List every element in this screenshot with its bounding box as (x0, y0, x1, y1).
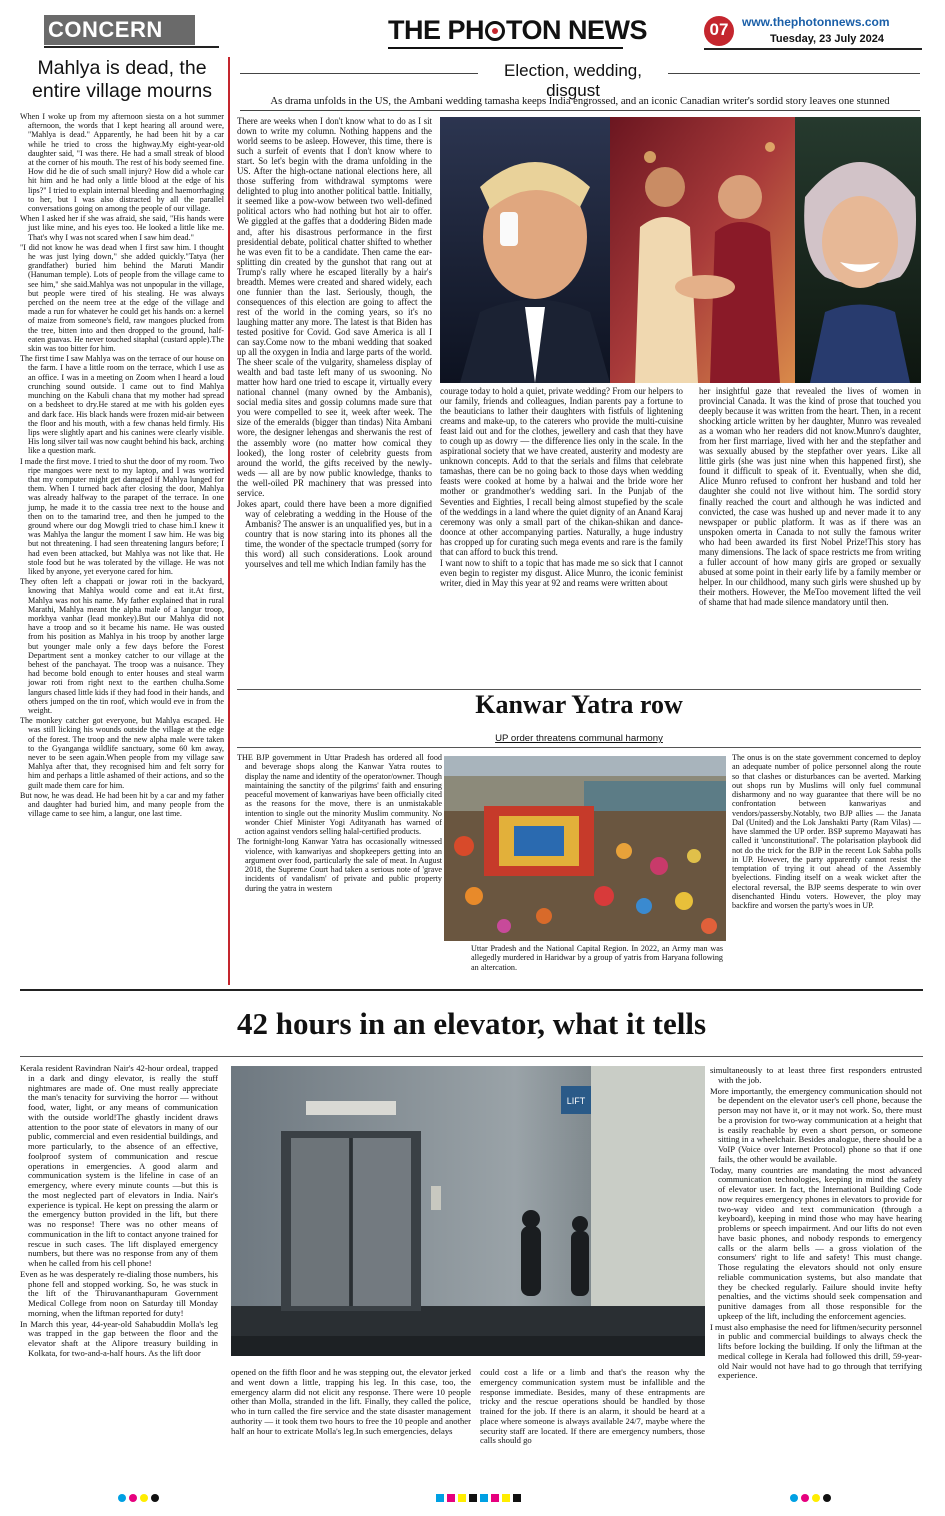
black-dot-icon (823, 1494, 831, 1502)
kanwar-col-3 (732, 753, 921, 985)
mahlya-paragraph: "I did not know he was dead when I first saw him. I thought he was just lying down," she added quickly."Tatya (her grandfather) buried him behind the Maruti Mandir (Hanuman temple). Lots of people from the village came to see him," she said.Mahlya was not unpopular in the village, but people were tired of his stealing. He was always perched on the neem tree at the edge of the village and made a run for whatever he could get his hands on: a kernel of maize from someone's field, raw mangoes plucked from the tree, bitten into and then dropped to the ground, half-eaten guavas. He never touched sitaphal (custard apple).The skin was too bitter for him. (20, 242, 224, 354)
elevator-paragraph: opened on the fifth floor and he was stepping out, the elevator jerked and went down a little, trapping his leg. In this case, too, the emergency alarm did not elicit any response. There were 10 people other than Molla, stranded in the lift. Finally, they called the police, who in turn called the fire service and the state disaster management authority — it took them two hours to free the 10 people and another half an hour to extricate Molla's leg.In such emergencies, delays (231, 1368, 471, 1436)
kanwar-col-1 (237, 753, 442, 985)
mahlya-paragraph: I made the first move. I tried to shut the door of my room. Two ripe mangoes were next to my laptop, and I was worried that my computer might get damaged if Mahlya lunged for them. When I turned back after closing the door, Mahlya was already halfway to the parapet of the terrace. In one jump, he made it to the cassia tree next to the house and then on to the tamarind tree, and then he jumped to the ground where our dog Mowgli tried to chase him.I knew it was Mahlya the langur the moment I saw him. He was big but not threatening. I had seen threatening langurs before; I had even been attacked, but Mahlya was not like that. He stole food but he was tolerated by the village. He was not liked by anyone, yet everyone cared for him. (20, 456, 224, 576)
elevator-photo (231, 1066, 705, 1356)
election-paragraph: Jokes apart, could there have been a more dignified way of celebrating a wedding in the House of the Ambanis? The answer is an unqualified yes, but in a country that is now staring into its phones all the time, the wonder of the spectacle trumped (sorry for this word) all such considerations. Look around yourselves and tell me which Indian family has the (237, 498, 432, 570)
registration-marks-center (436, 1494, 521, 1502)
cyan-square-icon (436, 1494, 444, 1502)
registration-marks-left (118, 1494, 159, 1502)
election-col-1 (237, 116, 432, 686)
mahlya-paragraph: When I asked her if she was afraid, she said, "His hands were just like mine, and his eyes too. He looked a little like me. That's why I was not scared when I saw him dead." (20, 214, 224, 242)
masthead-rule (388, 47, 623, 49)
elevator-paragraph: could cost a life or a limb and that's the reason why the emergency communication system must be infallible and the response immediate. Besides, many of these entrapments are tricky and the rescue operations should be handled by those trained for the job. If there is an alarm, it should be heard at a place where someone is always available 24/7, maybe where the security staff are located. If there are emergency numbers, those calls should go (480, 1368, 705, 1446)
yellow-square-icon (502, 1494, 510, 1502)
issue-date: Tuesday, 23 July 2024 (770, 33, 884, 45)
website-link[interactable]: www.thephotonnews.com (742, 15, 890, 29)
election-title-rule-right (668, 73, 920, 74)
cyan-dot-icon (790, 1494, 798, 1502)
kanwar-paragraph: The onus is on the state government concerned to deploy an adequate number of police personnel along the route so that clashes or disturbances can be averted. Marking out shops run by Muslims will only fuel communal disharmony and no way guarantee that there will be no confrontation between kanwariyas and vendors/passersby.Notably, two BJP allies — the Janata Dal (United) and the Lok Janshakti Party (Ram Vilas) — have slammed the UP order. BSP supremo Mayawati has called it 'unconstitutional'. The polarisation playbook did not do the trick for the BJP in the recent Lok Sabha polls in UP. However, the party apparently cannot resist the temptation of trying it out ahead of the Assembly byelections. Finding itself on a weak wicket after the electoral reversal, the BJP seems desperate to win over disenchanted Hindu voters. However, the ploy may backfire and worsen the party's woes in UP. (732, 753, 921, 910)
yellow-dot-icon (140, 1494, 148, 1502)
election-photo-montage (440, 117, 921, 383)
kanwar-photo (444, 756, 726, 941)
election-paragraph: her insightful gaze that revealed the lives of women in provincial Canada. It was the kind of prose that touched you deeply because it was written from the heart. Then, in a recent shocking article written by her daughter, Munro was revealed as a woman who her readers did not know.Munro's daughter, from her first marriage, lived with her and the stepfather and was sexually abused by the stepfather over years. Like all little girls (she was just nine when this happened first), she found it difficult to speak of it. Eventually, when she did, Alice Munro refused to confront her husband and told her daughter she could not live without him. The sordid story finally reached the court and although he was indicted and convicted, the case was hushed up and never made it to any newspaper or public platform. It was as if there was an unspoken omerta in Canada to not sully the famous writer who had been awarded its first Nobel Prize!This story has many dimensions. The lack of space restricts me from writing a fuller account of how many girls are groped or sexually abused at some point in their early life by a family member or helper. In our childhood, many such girls were shushed up by their mothers. However, the MeToo movement lifted the veil of shame that had made silence mandatory until then. (699, 386, 921, 607)
election-photo-art (440, 117, 921, 383)
elevator-paragraph: In March this year, 44-year-old Sahabuddin Molla's leg was trapped in the gap between the floor and the elevator shaft at the Alipore treasury building in Kolkata, for two-and-a-half hours. As the lift door (20, 1318, 218, 1358)
yellow-dot-icon (812, 1494, 820, 1502)
black-square-icon (469, 1494, 477, 1502)
kanwar-paragraph: Uttar Pradesh and the National Capital Region. In 2022, an Army man was allegedly murdered in Haridwar by a group of yatris from Haryana following an altercation. (471, 944, 723, 972)
elevator-col-1 (20, 1064, 218, 1486)
masthead-logo-icon (485, 21, 505, 41)
section-banner-underline (44, 46, 219, 48)
election-paragraph: courage today to hold a quiet, private wedding? From our helpers to our family, friends and colleagues, Indian parents pay a fortune to the beauticians to lather their daughters with fistfuls of lightening creams and make-up, to the caterers who provide the multi-cuisine feast laid out and for the clothes, jewellery and cash that they have to cough up as dowry — the difference lies only in the scale. In the aspirational society that we have created, austerity and modesty are unknown concepts. Add to that the serials and films that celebrate tamashas, there can be no going back to those days when wedding feasts were cooked at home by a halwai and the bride wore her mother or grandmother's wedding sari. In the Punjab of the Seventies and Eighties, I recall being almost stupefied by the scale of the weddings in a land where the quiet dignity of an Anand Karaj ceremony was only a small part of the chikan-shikan and dance-doonce at other accompanying parties. Naturally, a huge industry has cropped up for curating such mega events and rare is the family that can afford to buck this trend. (440, 386, 683, 557)
elevator-sign-text: LIFT (566, 1096, 586, 1106)
elevator-top-rule (20, 989, 923, 991)
elevator-col-2 (231, 1368, 471, 1478)
election-col-2 (440, 386, 683, 686)
election-paragraph: I want now to shift to a topic that has made me so sick that I cannot even begin to register my disgust. Alice Munro, the iconic feminist writer, died in May this year at 92 and reams were written about (440, 557, 683, 588)
masthead-right: TON NEWS (506, 15, 648, 45)
elevator-paragraph: simultaneously to at least three first responders entrusted with the job. (710, 1066, 922, 1085)
magenta-square-icon (491, 1494, 499, 1502)
column-divider-rule (228, 57, 230, 985)
elevator-col-3 (480, 1368, 705, 1478)
cyan-square-icon (480, 1494, 488, 1502)
election-headline: Election, wedding, disgust (504, 61, 642, 100)
mahlya-paragraph: The monkey catcher got everyone, but Mahlya escaped. He was still licking his wounds outside the village at the edge of the forest. The troop and the new alpha male were taken to the Gyanganga wildlife sanctuary, some 60 km away, never to be seen again.When people from my village saw Mahlya after that, they recognised him and felt sorry for him and perhaps a little ashamed of their actions, and so the guilt made them care for him. (20, 716, 224, 790)
kanwar-subtitle-rule (237, 747, 921, 748)
kanwar-paragraph: The fortnight-long Kanwar Yatra has occasionally witnessed violence, with kanwariyas and shopkeepers getting into an argument over food, particularly the sale of meat. In August 2018, the Supreme Court had taken a serious note of 'grave incidents of vandalism' of private and public property during the yatra in western (237, 837, 442, 893)
election-title-rule-left (240, 73, 478, 74)
elevator-headline: 42 hours in an elevator, what it tells (236, 1006, 707, 1041)
black-square-icon (513, 1494, 521, 1502)
masthead (388, 15, 647, 46)
elevator-paragraph: I must also emphasise the need for liftmen/security personnel in public and commercial buildings to always check the lifts before locking the building. If only the liftman at the medical college in Kerala had followed this drill, 59-year-old Nair would not have had to go through that terrifying experience. (710, 1321, 922, 1381)
cyan-dot-icon (118, 1494, 126, 1502)
election-subtitle-rule (240, 110, 920, 111)
magenta-dot-icon (801, 1494, 809, 1502)
elevator-photo-art (231, 1066, 705, 1356)
header-rule (704, 48, 922, 50)
election-subtitle: As drama unfolds in the US, the Ambani wedding tamasha keeps India engrossed, and an iconic Canadian writer's sordid story leaves one stunned (270, 96, 890, 107)
mahlya-paragraph: When I woke up from my afternoon siesta on a hot summer afternoon, the words that I kept hearing all around were, "Mahlya is dead." Apparently, he had been hit by a car while he tried to cross the highway.My eight-year-old daughter said, "I was there. He had a small streak of blood at the corner of his mouth. The rest of his body seemed fine. How did he die of such small injury? How did a whole car hit him and he had only a little blood at the edge of his lips?" I tried to explain internal bleeding and haemorrhaging to her, but I was also distracted by all the parallel conversations going on among the people of our village. (20, 112, 224, 214)
kanwar-col-2 (471, 944, 723, 984)
kanwar-headline: Kanwar Yatra row (475, 690, 683, 719)
mahlya-paragraph: The first time I saw Mahlya was on the terrace of our house on the farm. I have a little room on the terrace, which I use as an office. I was in a meeting on Zoom when I heard a loud crunching sound outside. I came out to find Mahlya munching on the Kabuli chana that my mother had spread on a bedsheet to dry.He stared at me with his golden eyes and dark face. His black hands were frozen mid-air between the floor and his mouth, with a few chanas held firmly. His lips were slightly apart and his canines were clearly visible. His long silver tail was now caught behind his back, arching like a question mark. (20, 354, 224, 456)
magenta-square-icon (447, 1494, 455, 1502)
black-dot-icon (151, 1494, 159, 1502)
elevator-headline-rule (20, 1056, 923, 1057)
masthead-left: THE PH (388, 15, 485, 45)
election-col-3 (699, 386, 921, 686)
mahlya-body (20, 112, 224, 984)
mahlya-headline-line2: entire village mourns (32, 80, 212, 102)
elevator-paragraph: More importantly, the emergency communication should not be dependent on the elevator user's cell phone, because the person may not have it, or it may not work. So, there must be a provision for two-way communication at a height that is easily reachable by even a short person, or someone sitting in a wheelchair. Besides analogue, there should be a VoIP (Voice over Internet Protocol) phone so that if one fails, the other would be available. (710, 1085, 922, 1164)
elevator-paragraph: Today, many countries are mandating the most advanced communication technologies, keeping in mind the safety of elevator user. In fact, the International Building Code now requires emergency phones in elevators to provide for two-way video and text communication (through a keyboard), keeping in mind those who may have hearing problems or speech impairment. And our lifts do not even have basic phones, and nobody responds to emergency calls or the alarm bells — a gross violation of the consumers' right to life and safety! This must change. Those regulating the elevators should not only ensure reliable communication systems, but also mandate that they be checked regularly. Failure should invite hefty penalties, and the victims should seek compensation and punitive damages from all those responsible for the upkeep of the lift, including the enforcement agencies. (710, 1164, 922, 1321)
mahlya-paragraph: But now, he was dead. He had been hit by a car and my father and daughter had buried him, and many people from the village came to see him, a langur, one last time. (20, 790, 224, 819)
election-paragraph: There are weeks when I don't know what to do as I sit down to write my column. Nothing happens and the world seems to be asleep. However, this time, there is such a surfeit of events that I don't know where to start. So let's begin with the drama unfolding in the US. After the high-octane national elections here, all those suffering from withdrawal symptoms were delighted to plug into another political battle. Initially, it seemed like a pow-wow between two well-defined political actors who had nothing but hot air to offer. We giggled at the gaffes that a doddering Biden made and, after his disastrous performance in the first presidential debate, political chatter shifted to whether he was even fit to be a candidate. Then came the ear-splitting din created by the gunshot that rang out at Trump's rally where he escaped literally by a hair's breadth. Memes were created and shared widely, each one funnier than the last. Seriously, though, the consequences of this election are going to affect the rest of the world in the coming years, so it's no laughing matter any more. The latest is that Biden has tested positive for Covid. God save America is all I can say.Come now to the mbani wedding that soaked up all the oxygen in India and large parts of the world. The sheer scale of the vulgarity, shameless display of wealth and bad taste left many of us swooning. No matter how hard one tried to escape it, virtually every national channel (many owned by the Ambanis), social media sites and gossip columns made sure that you were compelled to see it, week after week. The size of the emeralds (bigger than tindas) Nita Ambani wore, the designer lehengas and sherwanis the rest of the assembly wore (no matter how comical they looked), the long roster of celebrity guests from around the world, the gifts received by the newly-weds — all are by now public knowledge, thanks to the well-oiled PR machinery that was pressed into service. (237, 116, 432, 498)
mahlya-headline-line1: Mahlya is dead, the (37, 57, 207, 79)
mahlya-paragraph: They often left a chappati or jowar roti in the backyard, knowing that Mahlya would come and eat it.At first, Mahlya was not his name. My father explained that in rural Marathi, Mahlya meant the alpha male of a langur troop, morkhya vanhar (lead monkey).But our Mahlya did not have a troop and so it became his name. He was ousted from his position as Mahlya in his troop by another large but younger male only a few days before the Forest Department sent a monkey catcher to our village at the behest of the panchayat. The troop was a nuisance. They had become bold enough to enter houses and steal warm jowar roti from right next to the earthen chulha.Some langurs chased little kids if they had food in their hands, and others jumped on the tin roof, which would eve in from the weight. (20, 577, 224, 715)
page-number: 07 (709, 20, 729, 39)
kanwar-photo-art (444, 756, 726, 941)
elevator-paragraph: Kerala resident Ravindran Nair's 42-hour ordeal, trapped in a dark and dingy elevator, is really the stuff nightmares are made of. One must really appreciate the man's tenacity for surviving the horror — without food, water, light, or any means of communication with the outside world!The ghastly incident draws attention to the poor state of elevators in many of our public, commercial and even residential buildings, and more particularly, to the absence of an effective, foolproof system of communication and rescue operations in emergencies. A good alarm and communication system is the lifeline in case of an emergency, where every minute counts —but this is the most neglected part of elevators in India. Nair's experience is typical. He kept on pressing the alarm or the emergency button provided in the lift, but there was no response! There was no other means of communication in the lift to contact anyone trained for rescue in such cases. The lift displayed emergency numbers, but there was no response from any of them when he called from his cell phone! (20, 1064, 218, 1268)
magenta-dot-icon (129, 1494, 137, 1502)
section-label: CONCERN (48, 17, 163, 42)
mahlya-headline (20, 57, 224, 103)
kanwar-paragraph: THE BJP government in Uttar Pradesh has ordered all food and beverage shops along the Kanwar Yatra routes to display the name and identity of the operator/owner. Though maintaining the sanctity of the pilgrims' faith and ensuring peaceful movement of kanwariyas have been officially cited as the reasons for the move, there is an unmistakable intention to single out the minority Muslim community. No wonder Chief Minister Yogi Adityanath has warned of action against vendors selling halal-certified products. (237, 753, 442, 836)
yellow-square-icon (458, 1494, 466, 1502)
registration-marks-right (790, 1494, 831, 1502)
elevator-col-4 (710, 1066, 922, 1486)
elevator-paragraph: Even as he was desperately re-dialing those numbers, his phone fell and stopped working. So, he was stuck in the lift of the Thiruvananthapuram Government Medical College from noon on Saturday till Monday morning, when the liftman reported for duty! (20, 1268, 218, 1318)
kanwar-subtitle: UP order threatens communal harmony (495, 733, 663, 744)
